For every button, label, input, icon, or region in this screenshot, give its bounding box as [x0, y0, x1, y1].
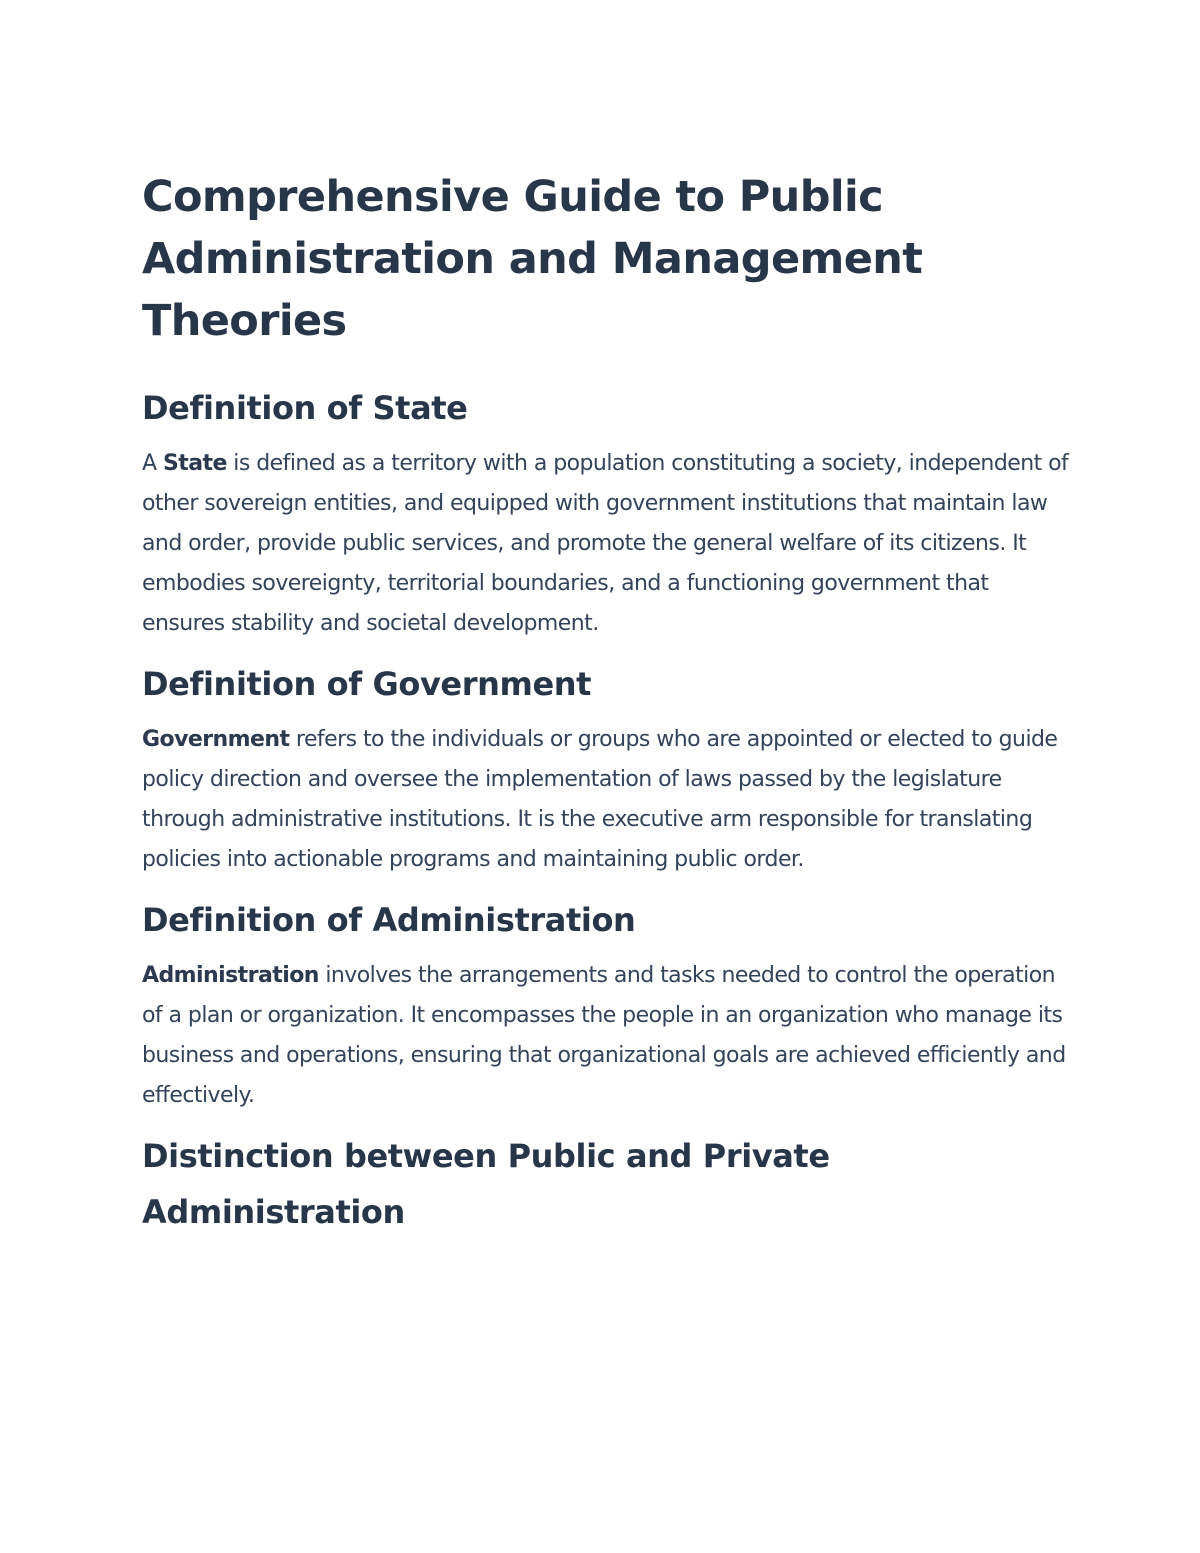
- paragraph-lead: A: [142, 451, 163, 476]
- page-title: Comprehensive Guide to Public Administration and Management Theories: [142, 172, 923, 346]
- defined-term: Government: [142, 727, 290, 752]
- paragraph-body: is defined as a territory with a population constituting a society, independent of other sovereign entities, and equipped with government institutions that maintain law and order, provide public services, and promote the general welfare of its citizens. It embodies sovereignty, territorial boundaries, and a functioning government that ensures stability and societal development.: [142, 451, 1069, 636]
- paragraph-body: refers to the individuals or groups who are appointed or elected to guide policy direction and oversee the implementation of laws passed by the legislature through administrative institutions. It is the executive arm responsible for translating policies into actionable programs and maintaining public order.: [142, 727, 1058, 872]
- section-government: [142, 656, 1072, 880]
- section-paragraph: [142, 444, 1072, 644]
- section-paragraph: [142, 956, 1072, 1116]
- paragraph-body: involves the arrangements and tasks needed to control the operation of a plan or organization. It encompasses the people in an organization who manage its business and operations, ensuring that organizational goals are achieved efficiently and effectively.: [142, 963, 1066, 1108]
- section-heading: Distinction between Public and Private Administration: [142, 1137, 830, 1231]
- document-page: [142, 166, 1072, 1248]
- section-paragraph: [142, 720, 1072, 880]
- section-public-private: [142, 1128, 1072, 1240]
- section-heading: Definition of State: [142, 389, 468, 427]
- section-heading: Definition of Administration: [142, 901, 636, 939]
- defined-term: Administration: [142, 963, 319, 988]
- section-administration: [142, 892, 1072, 1116]
- section-state: [142, 380, 1072, 644]
- defined-term: State: [162, 451, 227, 476]
- section-heading: Definition of Government: [142, 665, 592, 703]
